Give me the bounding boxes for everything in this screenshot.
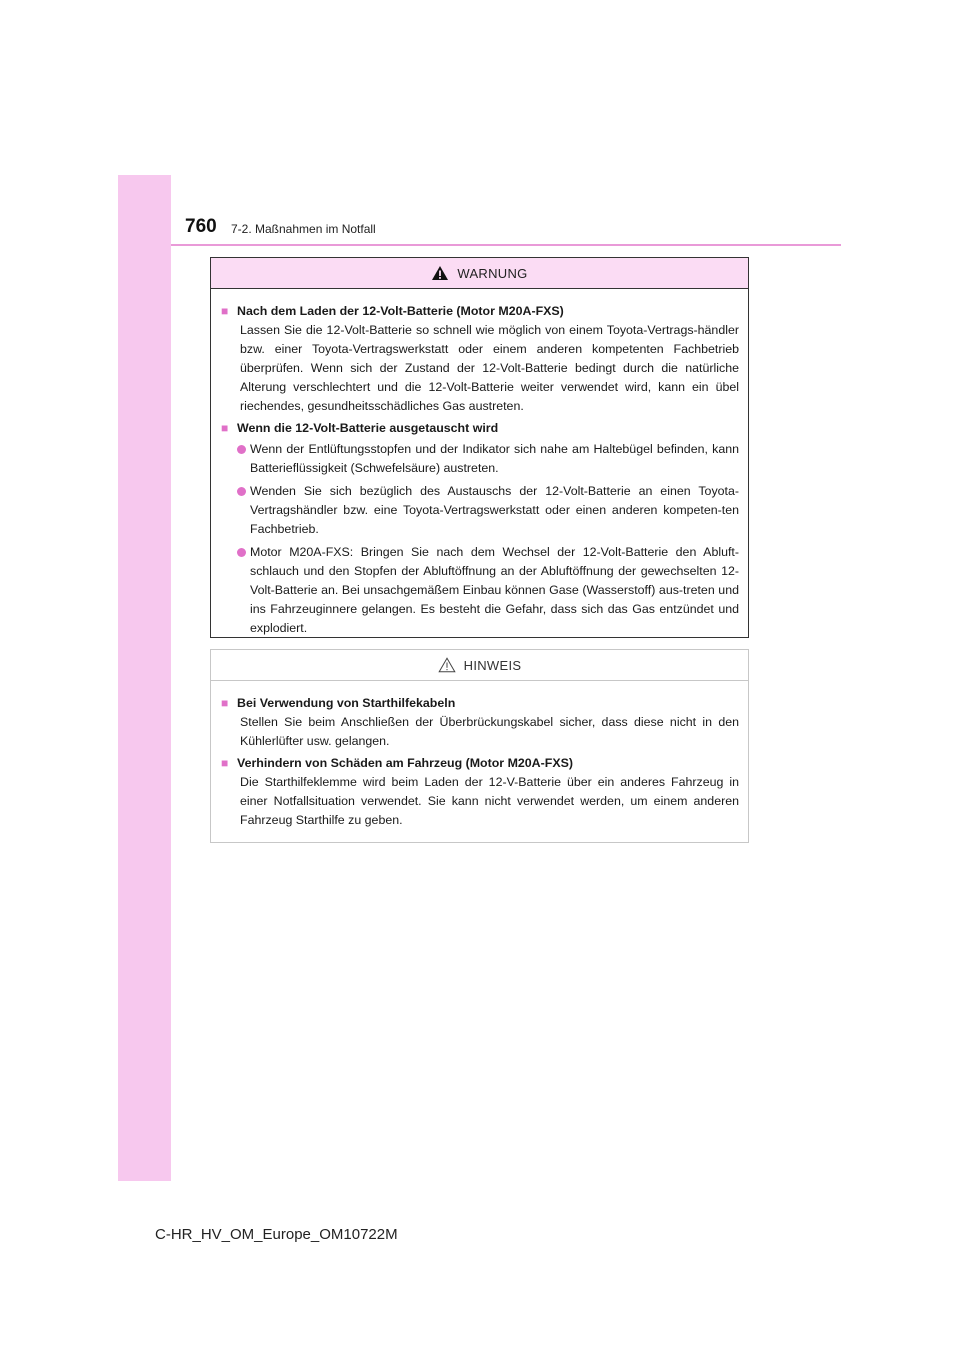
bullet-item	[237, 440, 739, 478]
warning-triangle-icon	[431, 265, 449, 281]
bullet-text: Wenn der Entlüftungsstopfen und der Indikator sich nahe am Haltebügel befinden, kann Batterieflüssigkeit (Schwefelsäure) austreten.	[250, 442, 739, 475]
notice-body	[211, 681, 748, 830]
warning-item-title	[221, 419, 739, 438]
square-bullet-icon: ■	[221, 304, 229, 318]
notice-item-title-text: Verhindern von Schäden am Fahrzeug (Motor M20A-FXS)	[237, 756, 573, 770]
bullet-item	[237, 543, 739, 638]
warning-item-title	[221, 302, 739, 321]
circle-bullet-icon	[237, 445, 246, 454]
notice-item-title	[221, 694, 739, 713]
warning-box	[210, 257, 749, 638]
caution-triangle-icon	[438, 657, 456, 673]
warning-header	[211, 258, 748, 289]
bullet-item	[237, 482, 739, 539]
document-id-footer: C-HR_HV_OM_Europe_OM10722M	[155, 1226, 398, 1243]
notice-item-text: Stellen Sie beim Anschließen der Überbrückungskabel sicher, dass diese nicht in den Kühlerlüfter usw. gelangen.	[240, 715, 739, 748]
notice-item-text: Die Starthilfeklemme wird beim Laden der 12-V-Batterie über ein anderes Fahrzeug in einer Notfallsituation verwendet. Sie kann nicht verwendet werden, um einem anderen Fahrzeug Starthilfe zu geben.	[240, 775, 739, 827]
warning-item-title-text: Nach dem Laden der 12-Volt-Batterie (Motor M20A-FXS)	[237, 304, 564, 318]
notice-title: HINWEIS	[463, 657, 522, 673]
bullet-text: Motor M20A-FXS: Bringen Sie nach dem Wechsel der 12-Volt-Batterie den Abluft-schlauch und den Stopfen der Abluftöffnung an der Abluftöffnung der gewechselten 12-Volt-Batterie an. Bei unsachgemäßem Einbau können Gase (Wasserstoff) aus-treten und ins Fahrzeuginnere gelangen. Es besteht die Gefahr, dass sich das Gas entzündet und explodiert.	[250, 545, 739, 635]
warning-item-title-text: Wenn die 12-Volt-Batterie ausgetauscht wird	[237, 421, 499, 435]
side-tab-band	[118, 175, 171, 1181]
notice-box	[210, 649, 749, 843]
page-number: 760	[185, 216, 217, 237]
warning-body	[211, 289, 748, 638]
section-title: 7-2. Maßnahmen im Notfall	[231, 222, 376, 236]
circle-bullet-icon	[237, 548, 246, 557]
header-divider	[171, 244, 841, 246]
bullet-text: Wenden Sie sich bezüglich des Austauschs der 12-Volt-Batterie an einen Toyota-Vertragshändler bzw. eine Toyota-Vertragswerkstatt oder einen anderen kompeten-ten Fachbetrieb.	[250, 484, 739, 536]
notice-item-title	[221, 754, 739, 773]
notice-header	[211, 650, 748, 681]
square-bullet-icon: ■	[221, 756, 229, 770]
warning-title: WARNUNG	[457, 265, 528, 281]
square-bullet-icon: ■	[221, 421, 229, 435]
square-bullet-icon: ■	[221, 696, 229, 710]
warning-item-text: Lassen Sie die 12-Volt-Batterie so schnell wie möglich von einem Toyota-Vertrags-händler bzw. einer Toyota-Vertragswerkstatt oder einem anderen kompetenten Fachbetrieb überprüfen. Wenn sich der Zustand der 12-Volt-Batterie bedingt durch die natürliche Alterung verschlechtert und die 12-Volt-Batterie weiter verwendet wird, kann ein übel riechendes, gesundheitsschädliches Gas austreten.	[240, 323, 739, 413]
circle-bullet-icon	[237, 487, 246, 496]
notice-item-title-text: Bei Verwendung von Starthilfekabeln	[237, 696, 456, 710]
